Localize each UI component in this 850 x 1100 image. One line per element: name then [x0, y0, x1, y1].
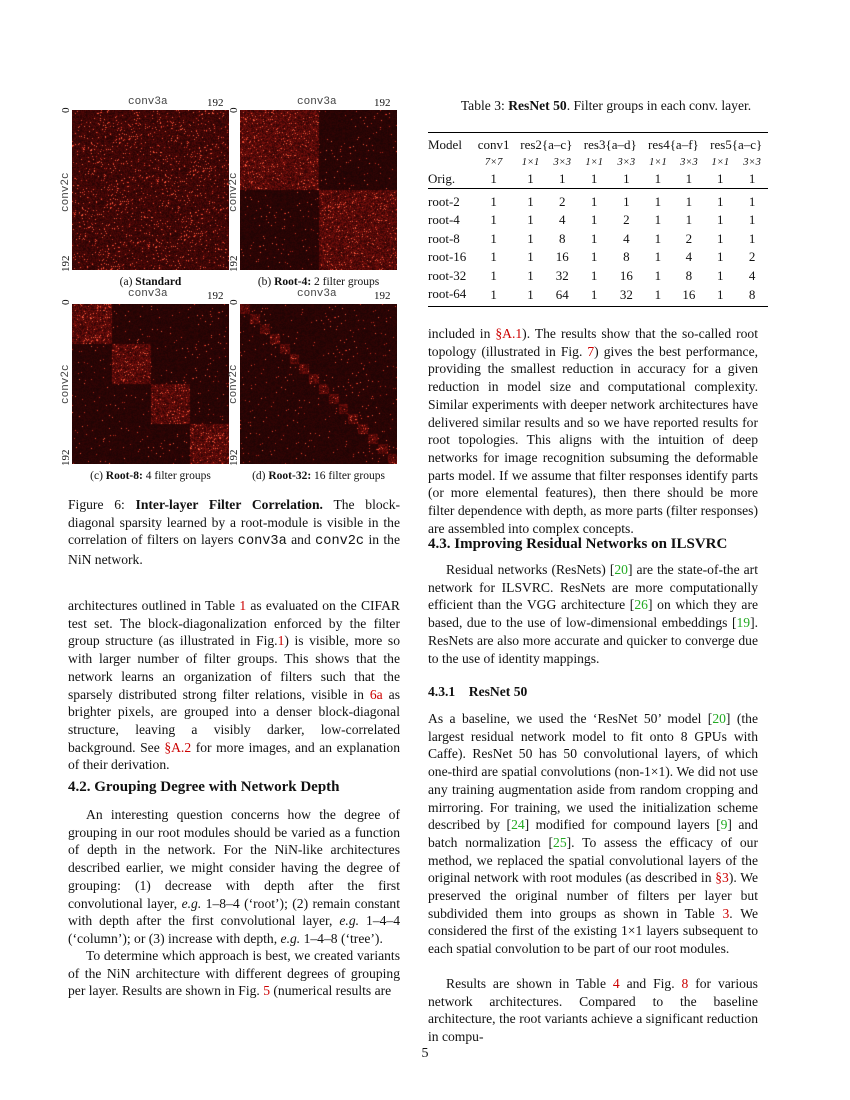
subsection-heading-4-3-1: 4.3.1 ResNet 50 [428, 684, 528, 699]
heatmap-canvas [240, 304, 397, 464]
tick-end-left: 192 [60, 449, 72, 466]
side-axis-label: conv2c [60, 172, 72, 212]
tick-end-left: 192 [228, 255, 240, 272]
section-heading-4-3: 4.3. Improving Residual Networks on ILSVRC [428, 536, 728, 552]
header-cell: res2{a–c} [520, 137, 573, 152]
heatmap-standard [72, 110, 229, 270]
header-cell: conv1 [477, 137, 510, 152]
left-paragraph-1: architectures outlined in Table 1 as evaluated on the CIFAR test set. The block-diagonalization enforced by the filter group structure (as illustrated in Fig.1) is visible, more so with larger number of filter groups. This shows that the network learns an organization of filters such that the sparsely distributed strong filter relations, visible in 6a as brighter pixels, are grouped into a denser block-diagonal structure, leaving a visibly darker, low-correlated background. See §A.2 for more images, and an explanation of their derivation. [68, 598, 400, 773]
table-header-row [428, 133, 768, 155]
table-row: root-8 1 1 8 1 4 1 2 1 1 [428, 230, 756, 246]
tick-end-top: 192 [207, 290, 224, 302]
header-cell: res3{a–d} [583, 137, 637, 152]
tick-end-top: 192 [374, 97, 391, 109]
right-paragraph-1: included in §A.1). The results show that the so-called root topology (illustrated in Fig. 7) gives the best performance, providing the smallest reduction in accuracy for a given reduction in model size and computational complexity. Similar experiments with deeper network architectures have delivered similar results and so we have reported results for root topologies. This aligns with the intuition of deep networks for image recognition subsuming the deformable parts model. If we assume that filter responses identify parts (or more elemental features), then there should be more filter dependence with depth, as more parts (filter responses) are assembled into complex concepts. [428, 326, 759, 536]
table-row-orig: Orig. 1 1 1 1 1 1 1 1 1 [428, 170, 768, 189]
table-subheader-row: 7×7 1×1 3×3 1×1 3×3 1×1 3×3 1×1 3×3 [484, 156, 761, 168]
table-3 [428, 132, 768, 307]
figure-link[interactable]: 1 [277, 633, 285, 649]
figure-link[interactable]: 8 [681, 976, 689, 991]
table-link[interactable]: 3 [722, 905, 730, 921]
table-row: root-4 1 1 4 1 2 1 1 1 1 [428, 212, 756, 227]
citation-link[interactable]: 20 [712, 711, 726, 726]
header-cell: res4{a–f} [648, 137, 699, 152]
table-link[interactable]: 1 [239, 598, 247, 613]
header-cell: Model [428, 137, 462, 152]
left-paragraph-2: An interesting question concerns how the degree of grouping in our root modules should be varied as a function of depth in the network. For the NiN-like architectures described earlier, we might consider having the degree of grouping: (1) decrease with depth after the first convolutional layer, e.g. 1–8–4 (‘root’); (2) remain constant with depth after the first convolutional layer, e.g. 1–4–4 (‘column’); or (3) increase with depth, e.g. 1–4–8 (‘tree’). [68, 807, 400, 946]
citation-link[interactable]: 26 [634, 597, 648, 613]
top-axis-label: conv3a [128, 288, 168, 300]
section-link[interactable]: §A.1 [495, 326, 523, 341]
citation-link[interactable]: 9 [720, 817, 728, 833]
tick-end-top: 192 [207, 97, 224, 109]
panel-caption: (d) Root-32: 16 filter groups [252, 470, 385, 482]
tick-start-left: 0 [60, 299, 72, 305]
citation-link[interactable]: 19 [736, 615, 751, 631]
heatmap-canvas [72, 304, 229, 464]
side-axis-label: conv2c [228, 364, 240, 404]
citation-link[interactable]: 25 [553, 834, 567, 850]
citation-link[interactable]: 20 [614, 562, 628, 577]
table-row: root-32 1 1 32 1 16 1 8 1 4 [428, 267, 756, 283]
heatmap-root-8 [72, 304, 229, 464]
side-axis-label: conv2c [60, 364, 72, 404]
panel-caption: (a) Standard [119, 276, 182, 288]
tick-start-left: 0 [228, 299, 240, 305]
heatmap-canvas [240, 110, 397, 270]
table-3-caption: Table 3: ResNet 50. Filter groups in each conv. layer. [460, 98, 752, 113]
section-link[interactable]: §A.2 [164, 739, 192, 755]
right-paragraph-2: Residual networks (ResNets) [20] are the state-of-the art network for ILSVRC. ResNets are more computationally efficient than the VGG architecture [26] on which they are based, due to the use of low-dimensional embeddings [19]. ResNets are also more accurate and quicker to converge due to the use of identity mappings. [428, 562, 759, 666]
page-number: 5 [421, 1046, 429, 1061]
heatmap-root-4 [240, 110, 397, 270]
header-cell: res5{a–c} [710, 137, 763, 152]
table-row: root-16 1 1 16 1 8 1 4 1 2 [428, 249, 756, 264]
top-axis-label: conv3a [297, 96, 337, 108]
table-link[interactable]: 4 [612, 976, 620, 991]
citation-link[interactable]: 24 [511, 817, 525, 833]
table-row: root-64 1 1 64 1 32 1 16 1 8 [428, 285, 768, 306]
tick-end-top: 192 [374, 290, 391, 302]
figure-caption: Figure 6: Inter-layer Filter Correlation. The block-diagonal sparsity learned by a root-module is visible in the correlation of filters on layers conv3a and conv2c in the NiN network. [68, 497, 401, 568]
tick-start-left: 0 [60, 107, 72, 113]
left-paragraph-3: To determine which approach is best, we created variants of the NiN architecture with different degrees of grouping per layer. Results are shown in Fig. 5 (numerical results are [68, 948, 400, 999]
heatmap-canvas [72, 110, 229, 270]
panel-caption: (c) Root-8: 4 filter groups [90, 470, 211, 482]
tick-end-left: 192 [60, 255, 72, 272]
figure-link[interactable]: 5 [263, 983, 270, 999]
right-paragraph-3: As a baseline, we used the ‘ResNet 50’ model [20] (the largest residual network model to fit onto 8 GPUs with Caffe). ResNet 50 has 50 convolutional layers, of which one-third are spatial convolutions (non-1×1). We did not use any training augmentation aside from random cropping and mirroring. For training, we used the initialization scheme described by [24] modified for compound layers [9] and batch normalization [25]. To assess the efficacy of our method, we replaced the spatial convolutional layers of the original network with root modules (as described in §3). We preserved the original number of filters per layer but subdivided them into groups as shown in Table 3. We considered the first of the existing 1×1 layers subsequent to each spatial convolution to be part of our root modules. [428, 711, 758, 957]
top-axis-label: conv3a [128, 96, 168, 108]
section-heading-4-2: 4.2. Grouping Degree with Network Depth [68, 779, 340, 795]
section-link[interactable]: §3 [715, 870, 729, 886]
tick-start-left: 0 [228, 107, 240, 113]
figure-link[interactable]: 6a [369, 686, 383, 702]
side-axis-label: conv2c [228, 172, 240, 212]
table-row: root-2 1 1 2 1 1 1 1 1 1 [428, 193, 756, 209]
right-paragraph-4: Results are shown in Table 4 and Fig. 8 for various network architectures. Compared to the baseline architecture, the root variants achieve a significant reduction in compu- [428, 976, 758, 1045]
heatmap-root-32 [240, 304, 397, 464]
top-axis-label: conv3a [297, 288, 337, 300]
tick-end-left: 192 [228, 449, 240, 466]
figure-link[interactable]: 7 [587, 343, 595, 359]
panel-caption: (b) Root-4: 2 filter groups [257, 276, 380, 288]
